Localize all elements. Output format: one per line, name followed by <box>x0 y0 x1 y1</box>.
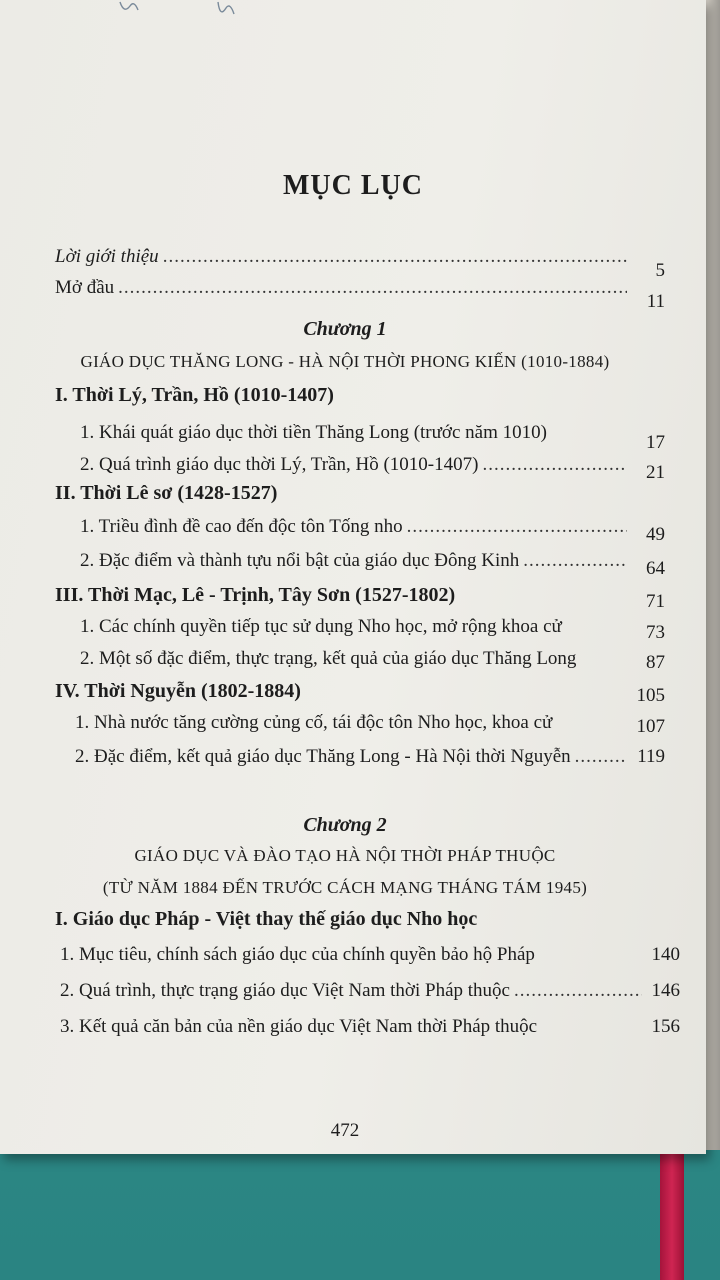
toc-page: 73 <box>646 622 665 643</box>
dot-leader <box>514 980 642 1002</box>
chapter-1-label: Chương 1 <box>303 318 387 340</box>
toc-label: 2. Quá trình, thực trạng giáo dục Việt Nam thời Pháp thuộc <box>60 980 510 1001</box>
toc-item[interactable] <box>60 980 680 1002</box>
toc-label: 2. Đặc điểm, kết quả giáo dục Thăng Long - Hà Nội thời Nguyễn <box>75 746 571 767</box>
toc-page: 107 <box>636 716 665 737</box>
toc-label: 1. Khái quát giáo dục thời tiền Thăng Long (trước năm 1010) <box>80 422 547 443</box>
page-title: MỤC LỤC <box>283 170 423 201</box>
toc-label: Lời giới thiệu <box>55 246 159 267</box>
chapter-1-heading: GIÁO DỤC THĂNG LONG - HÀ NỘI THỜI PHONG KIẾN (1010-1884) <box>80 352 610 371</box>
dot-leader <box>407 516 627 538</box>
toc-page: 156 <box>651 1016 680 1037</box>
toc-item[interactable] <box>80 616 665 643</box>
toc-page: 11 <box>646 291 665 312</box>
pen-mark-icon <box>100 0 300 30</box>
toc-label: 2. Một số đặc điểm, thực trạng, kết quả của giáo dục Thăng Long <box>80 648 577 669</box>
dot-leader <box>482 454 627 476</box>
toc-page: 49 <box>646 524 665 545</box>
toc-label: 1. Triều đình đề cao đến độc tôn Tống nho <box>80 516 403 537</box>
toc-item[interactable] <box>80 516 665 545</box>
toc-page: 5 <box>655 260 665 281</box>
toc-section[interactable] <box>55 584 665 612</box>
toc-page: 87 <box>646 652 665 673</box>
dot-leader <box>575 746 627 768</box>
page-number: 472 <box>330 1120 360 1141</box>
chapter-2-label: Chương 2 <box>303 814 387 836</box>
toc-label: 1. Nhà nước tăng cường củng cố, tái độc tôn Nho học, khoa cử <box>75 712 553 733</box>
bookmark-ribbon <box>660 1148 684 1280</box>
toc-section[interactable] <box>55 482 575 505</box>
toc-page: 146 <box>651 980 680 1001</box>
toc-page: 71 <box>646 591 665 612</box>
toc-page: 140 <box>651 944 680 965</box>
toc-page: 105 <box>636 685 665 706</box>
dot-leader <box>523 550 627 572</box>
chapter-2-heading: GIÁO DỤC VÀ ĐÀO TẠO HÀ NỘI THỜI PHÁP THUỘC <box>134 846 556 865</box>
section-title: IV. Thời Nguyễn (1802-1884) <box>55 680 301 702</box>
toc-item[interactable] <box>60 944 680 966</box>
toc-row-opening[interactable] <box>55 277 665 312</box>
toc-item[interactable] <box>80 454 665 483</box>
toc-row-intro[interactable] <box>55 246 665 281</box>
toc-label: 3. Kết quả căn bản của nền giáo dục Việt Nam thời Pháp thuộc <box>60 1016 538 1037</box>
section-title: I. Giáo dục Pháp - Việt thay thế giáo dục Nho học <box>55 908 478 930</box>
toc-item[interactable] <box>80 422 665 453</box>
chapter-2-subheading: (TỪ NĂM 1884 ĐẾN TRƯỚC CÁCH MẠNG THÁNG TÁM 1945) <box>102 878 588 897</box>
toc-section[interactable] <box>55 384 575 407</box>
dot-leader <box>163 246 627 268</box>
toc-section[interactable] <box>55 908 615 931</box>
toc-label: 1. Các chính quyền tiếp tục sử dụng Nho học, mở rộng khoa cử <box>80 616 562 637</box>
toc-item[interactable] <box>80 550 665 579</box>
toc-item[interactable] <box>80 648 665 673</box>
toc-item[interactable] <box>75 746 665 768</box>
toc-page: 17 <box>646 432 665 453</box>
toc-label: 2. Quá trình giáo dục thời Lý, Trần, Hồ (1010-1407) <box>80 454 479 475</box>
toc-page: 21 <box>646 462 665 483</box>
section-title: III. Thời Mạc, Lê - Trịnh, Tây Sơn (1527-1802) <box>55 584 456 606</box>
toc-label: 2. Đặc điểm và thành tựu nổi bật của giáo dục Đông Kinh <box>80 550 520 571</box>
section-title: I. Thời Lý, Trần, Hồ (1010-1407) <box>55 384 334 406</box>
toc-page: 64 <box>646 558 665 579</box>
toc-section[interactable] <box>55 680 665 706</box>
toc-item[interactable] <box>60 1016 680 1038</box>
toc-page: 119 <box>637 746 665 767</box>
toc-label: 1. Mục tiêu, chính sách giáo dục của chính quyền bảo hộ Pháp <box>60 944 535 965</box>
toc-label: Mở đầu <box>55 277 115 298</box>
toc-item[interactable] <box>75 712 665 737</box>
section-title: II. Thời Lê sơ (1428-1527) <box>55 482 278 504</box>
dot-leader <box>118 277 627 299</box>
